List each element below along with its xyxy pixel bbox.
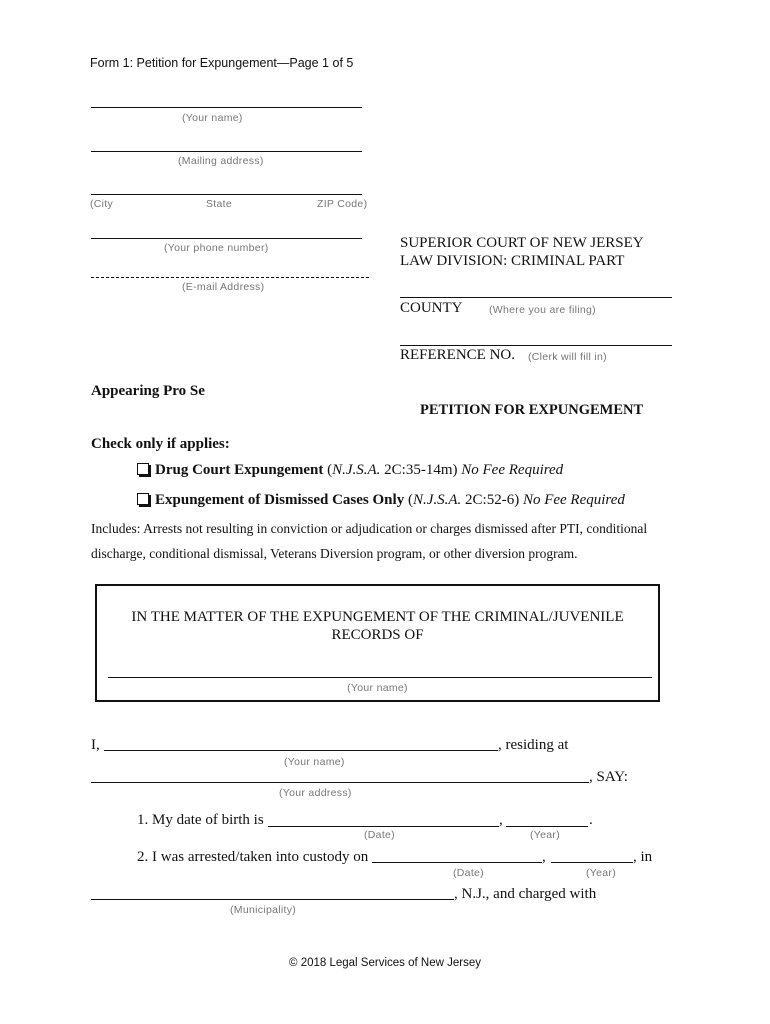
petitioner-name-line[interactable] [104, 750, 498, 751]
option-title: Expungement of Dismissed Cases Only [155, 492, 405, 508]
email-hint: (E-mail Address) [182, 281, 265, 293]
petitioner-name-hint: (Your name) [284, 756, 345, 768]
arrest-year-hint: (Year) [586, 867, 617, 879]
municipality-line[interactable] [91, 899, 454, 900]
includes-line-2: discharge, conditional dismissal, Veterans Diversion program, or other diversion program. [91, 546, 578, 561]
dob-period: . [589, 812, 593, 828]
pro-se-label: Appearing Pro Se [91, 383, 205, 399]
reference-hint: (Clerk will fill in) [528, 351, 607, 363]
address-line[interactable] [91, 782, 589, 783]
residing-label: , residing at [498, 737, 569, 753]
municipality-hint: (Municipality) [230, 904, 297, 916]
option-section: 2C:35-14m) [380, 462, 458, 478]
option-statute: N.J.S.A. [332, 462, 381, 478]
zip-hint: ZIP Code) [317, 198, 368, 210]
dob-date-line[interactable] [268, 826, 499, 827]
dob-date-hint: (Date) [364, 829, 395, 841]
dob-year-line[interactable] [506, 826, 588, 827]
matter-line-2: RECORDS OF [331, 627, 424, 643]
includes-line-1: Includes: Arrests not resulting in conviction or adjudication or charges dismissed after PTI, conditional [91, 521, 648, 536]
dob-year-hint: (Year) [530, 829, 561, 841]
matter-line-1: IN THE MATTER OF THE EXPUNGEMENT OF THE CRIMINAL/JUVENILE [131, 609, 624, 625]
check-label: Check only if applies: [91, 436, 230, 452]
option-open: ( [404, 492, 413, 508]
county-line[interactable] [400, 297, 672, 298]
county-label: COUNTY [400, 300, 463, 316]
court-division: LAW DIVISION: CRIMINAL PART [400, 253, 625, 269]
petition-title: PETITION FOR EXPUNGEMENT [420, 402, 644, 418]
phone-line[interactable] [91, 238, 362, 239]
arrest-year-line[interactable] [551, 862, 633, 863]
arrest-date-line[interactable] [372, 862, 542, 863]
address-hint: (Your address) [279, 787, 352, 799]
footer-copyright: © 2018 Legal Services of New Jersey [289, 957, 481, 969]
county-hint: (Where you are filing) [489, 304, 596, 316]
option-title: Drug Court Expungement [155, 462, 324, 478]
mailing-address-hint: (Mailing address) [178, 155, 264, 167]
option-section: 2C:52-6) [461, 492, 520, 508]
city-state-zip-line[interactable] [91, 194, 362, 195]
mailing-address-line[interactable] [91, 151, 362, 152]
arrest-comma: , [542, 849, 546, 865]
arrest-label: 2. I was arrested/taken into custody on [137, 849, 369, 865]
dob-comma: , [499, 812, 503, 828]
city-hint: (City [90, 198, 114, 210]
checkbox-icon[interactable] [137, 493, 149, 505]
drug-court-option[interactable] [137, 462, 563, 479]
i-label: I, [91, 737, 100, 753]
arrest-date-hint: (Date) [453, 867, 484, 879]
name-hint: (Your name) [182, 112, 243, 124]
option-open: ( [323, 462, 333, 478]
option-fee: No Fee Required [519, 492, 625, 508]
dismissed-cases-option[interactable] [137, 492, 625, 509]
option-fee: No Fee Required [457, 462, 564, 478]
name-line[interactable] [91, 107, 362, 108]
arrest-in: , in [633, 849, 653, 865]
dob-label: 1. My date of birth is [137, 812, 264, 828]
say-label: , SAY: [589, 769, 628, 785]
option-statute: N.J.S.A. [412, 492, 462, 508]
state-hint: State [206, 198, 233, 210]
phone-hint: (Your phone number) [164, 242, 269, 254]
reference-line[interactable] [400, 345, 672, 346]
checkbox-icon[interactable] [137, 463, 149, 475]
matter-name-hint: (Your name) [347, 682, 408, 694]
charged-label: , N.J., and charged with [454, 886, 597, 902]
email-line[interactable] [91, 277, 369, 278]
reference-label: REFERENCE NO. [400, 347, 516, 363]
form-header: Form 1: Petition for Expungement—Page 1 of 5 [90, 56, 354, 70]
court-name: SUPERIOR COURT OF NEW JERSEY [400, 235, 644, 251]
matter-name-line[interactable] [108, 677, 652, 678]
